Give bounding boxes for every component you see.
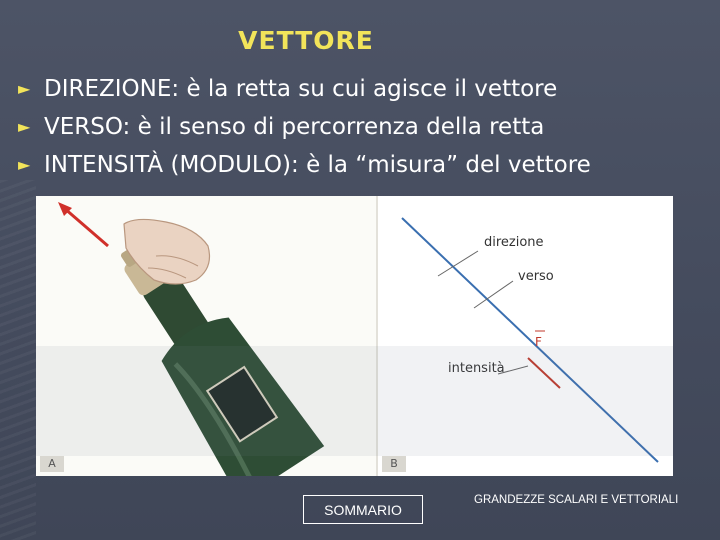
triangle-right-icon: ► <box>18 155 31 174</box>
bullet-label: DIREZIONE: <box>44 76 180 102</box>
bullet-text: è il senso di percorrenza della retta <box>130 114 545 140</box>
vector-illustration <box>36 196 673 476</box>
label-direzione: direzione <box>484 235 544 250</box>
bullet-label: VERSO: <box>44 114 131 140</box>
bullet-verso <box>18 108 708 146</box>
force-arrow <box>64 208 108 246</box>
background-decoration <box>0 180 36 540</box>
label-verso: verso <box>518 269 554 284</box>
faded-text-band <box>36 346 673 456</box>
footer-section-title: GRANDEZZE SCALARI E VETTORIALI <box>474 494 679 506</box>
bullet-intensita <box>18 146 708 184</box>
bullet-direzione <box>18 70 708 108</box>
panel-b-letter: B <box>382 456 406 472</box>
triangle-right-icon: ► <box>18 117 31 136</box>
triangle-right-icon: ► <box>18 79 31 98</box>
sommario-button[interactable]: SOMMARIO <box>303 495 423 524</box>
bullet-label: INTENSITÀ (MODULO): <box>44 152 299 178</box>
label-force: F <box>535 335 542 349</box>
label-intensita: intensità <box>448 361 505 376</box>
bullet-list <box>18 70 708 184</box>
bullet-text: è la “misura” del vettore <box>298 152 591 178</box>
slide-title: VETTORE <box>238 26 374 55</box>
bullet-text: è la retta su cui agisce il vettore <box>179 76 558 102</box>
panel-a-letter: A <box>40 456 64 472</box>
